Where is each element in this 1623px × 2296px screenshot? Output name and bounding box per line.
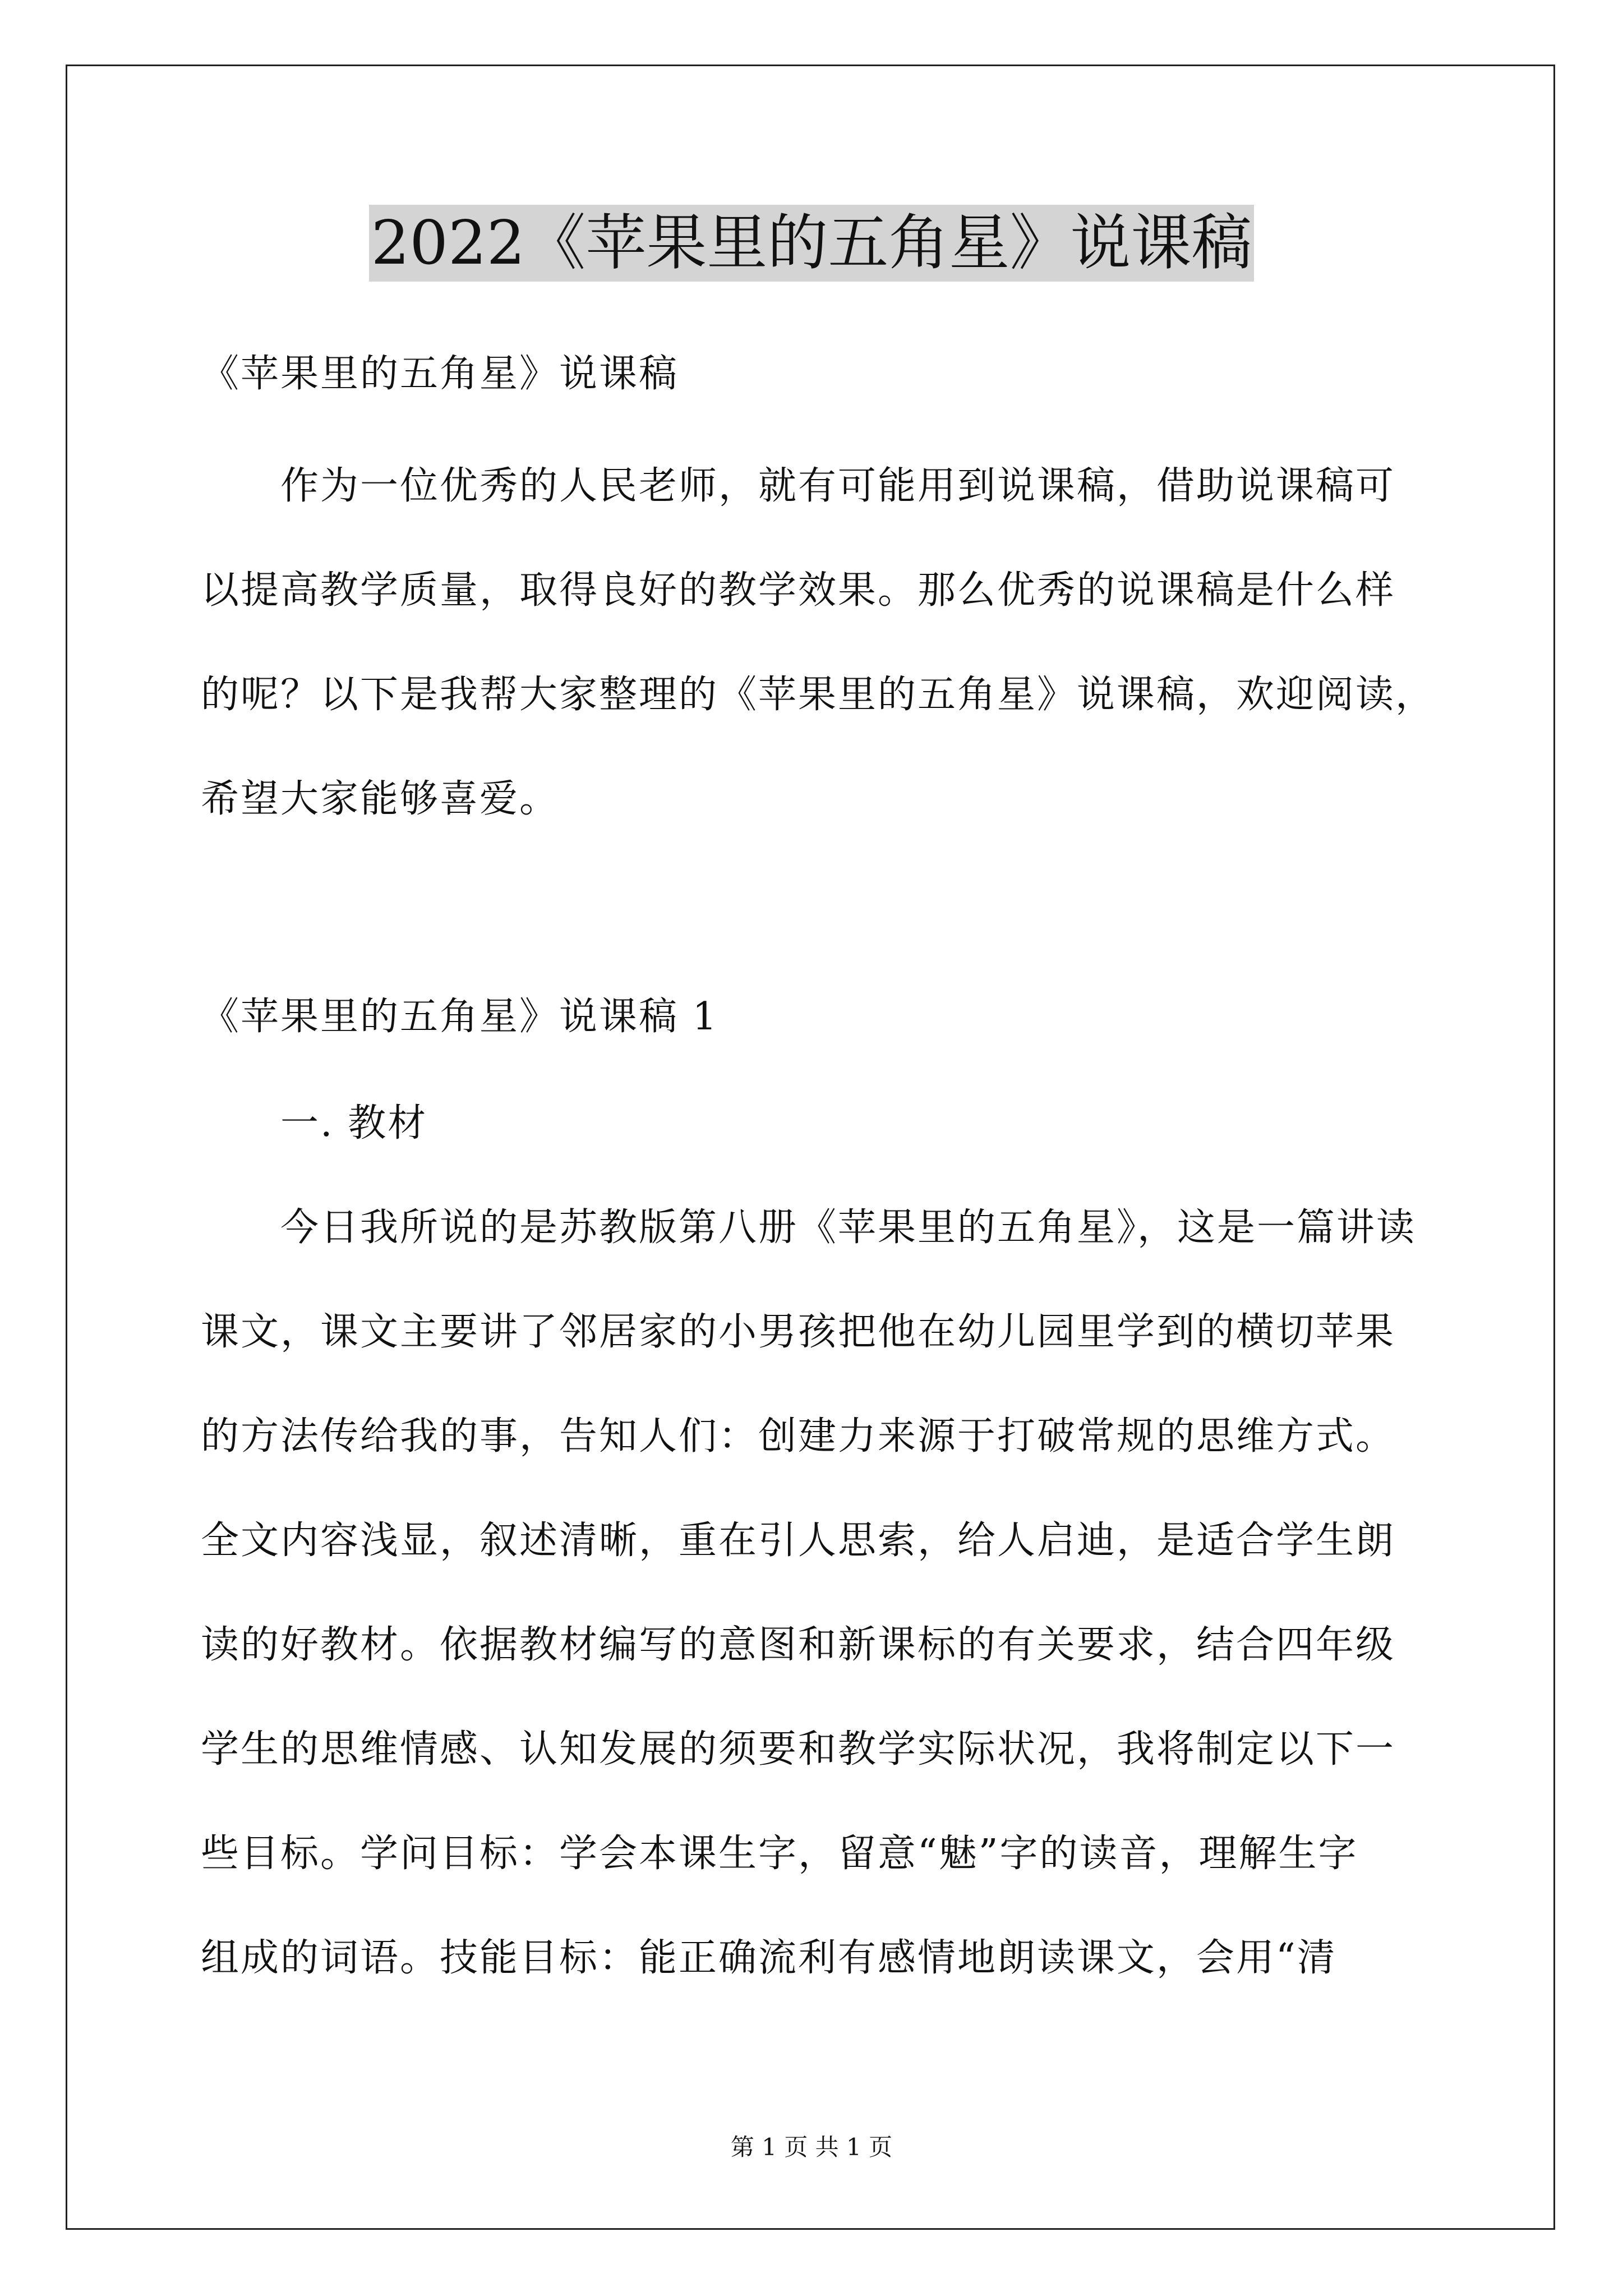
document-title [0,206,1623,280]
page-footer: 第 1 页 共 1 页 [730,2133,893,2161]
paragraph-line: 今日我所说的是苏教版第八册《苹果里的五角星》，这是一篇讲读 [280,1205,1417,1250]
paragraph-line: 些目标。学问目标：学会本课生字，留意“魅”字的读音，理解生字 [201,1832,1358,1876]
paragraph-line: 全文内容浅显，叙述清晰，重在引人思索，给人启迪，是适合学生朗 [201,1519,1396,1563]
section-heading: 《苹果里的五角星》说课稿 1 [201,995,718,1039]
subtitle-line: 《苹果里的五角星》说课稿 [201,352,679,396]
paragraph-line: 的方法传给我的事，告知人们：创建力来源于打破常规的思维方式。 [201,1414,1396,1458]
paragraph-line: 读的好教材。依据教材编写的意图和新课标的有关要求，结合四年级 [201,1623,1396,1667]
paragraph-line: 作为一位优秀的人民老师，就有可能用到说课稿，借助说课稿可 [280,464,1396,508]
paragraph-line: 以提高教学质量，取得良好的教学效果。那么优秀的说课稿是什么样 [201,568,1396,613]
subsection-heading: 一. 教材 [280,1101,428,1145]
paragraph-line: 组成的词语。技能目标：能正确流利有感情地朗读课文，会用“清 [201,1936,1337,1980]
paragraph-line: 的呢？以下是我帮大家整理的《苹果里的五角星》说课稿，欢迎阅读， [201,673,1436,717]
paragraph-line: 课文，课文主要讲了邻居家的小男孩把他在幼儿园里学到的横切苹果 [201,1310,1396,1354]
paragraph-line: 学生的思维情感、认知发展的须要和教学实际状况，我将制定以下一 [201,1727,1396,1772]
title-text: 2022《苹果里的五角星》说课稿 [369,205,1255,282]
paragraph-line: 希望大家能够喜爱。 [201,777,560,821]
